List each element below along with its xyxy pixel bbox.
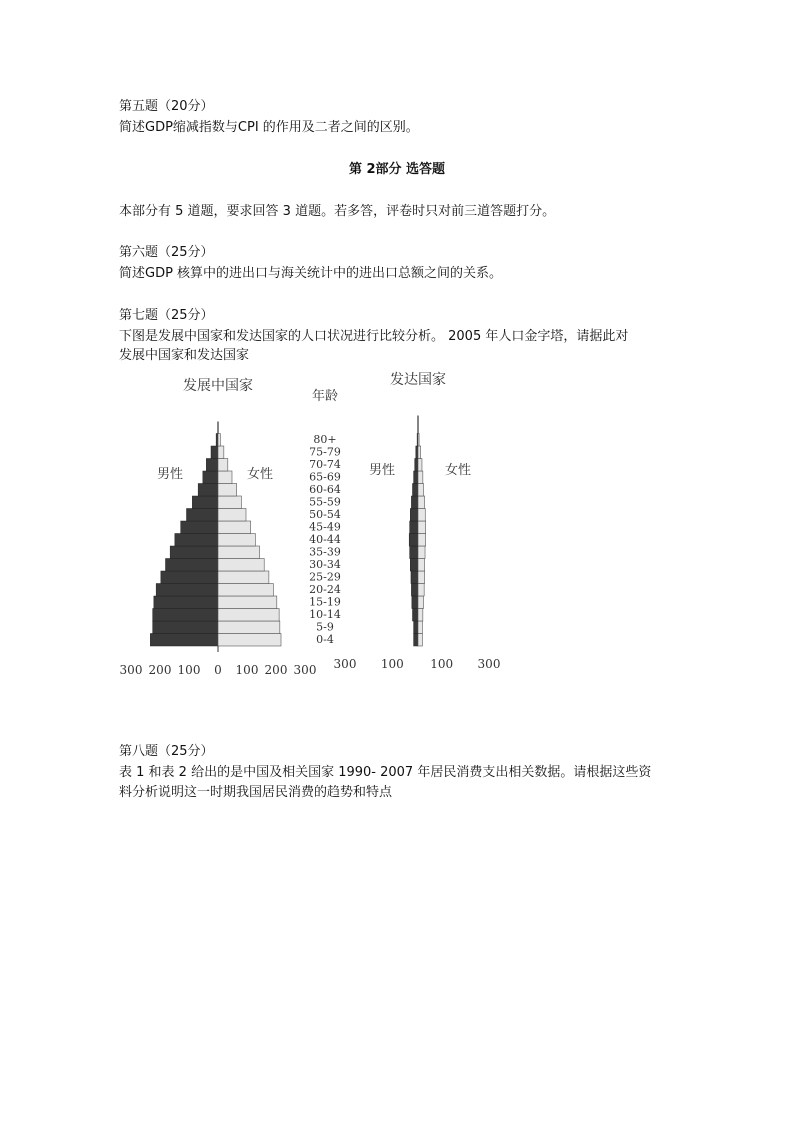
developed-female-bar-55-59: [418, 496, 425, 509]
developing-male-bar-5-9: [153, 621, 218, 634]
q8-text-line2: 料分析说明这一时期我国居民消费的趋势和特点: [119, 785, 393, 800]
developed-female-bar-80+: [418, 434, 419, 447]
developed-male-bar-40-44: [409, 534, 418, 547]
population-pyramid-svg: [120, 364, 520, 684]
developing-female-bar-30-34: [218, 559, 264, 572]
age-label-45-49: 45-49: [309, 520, 341, 534]
developed-male-label: 男性: [368, 463, 396, 478]
developed-male-bar-35-39: [410, 546, 418, 559]
developed-female-bar-50-54: [418, 509, 425, 522]
developed-female-bar-70-74: [418, 459, 422, 472]
developed-male-bar-60-64: [413, 484, 419, 497]
age-label-5-9: 5-9: [316, 620, 334, 634]
developing-female-bar-40-44: [218, 534, 255, 547]
developing-male-bar-20-24: [156, 584, 218, 597]
developed-male-bar-5-9: [414, 621, 418, 634]
developing-female-bar-50-54: [218, 509, 246, 522]
developing-female-bar-15-19: [218, 596, 277, 609]
developing-male-bar-15-19: [154, 596, 218, 609]
q7-heading: 第七题（25分）: [119, 308, 214, 323]
q7-text-line1: 下图是发展中国家和发达国家的人口状况进行比较分析。 2005 年人口金字塔，请据此对: [119, 329, 629, 344]
developed-x-tick-0: 300: [333, 657, 357, 671]
developed-female-bar-5-9: [418, 621, 422, 634]
developing-female-bar-75-79: [218, 446, 224, 459]
developing-x-tick-4: 100: [235, 663, 259, 677]
developed-female-label: 女性: [444, 463, 472, 478]
developed-x-tick-1: 100: [380, 657, 404, 671]
developing-female-bar-55-59: [218, 496, 241, 509]
age-label-55-59: 55-59: [309, 495, 341, 509]
developed-male-bar-70-74: [415, 459, 418, 472]
pyramid-title-developed: 发达国家: [390, 372, 446, 388]
developed-male-bar-15-19: [412, 596, 418, 609]
age-label-75-79: 75-79: [309, 445, 341, 459]
developed-male-bar-20-24: [411, 584, 418, 597]
developing-female-bar-10-14: [218, 609, 279, 622]
developing-male-bar-40-44: [175, 534, 218, 547]
developing-male-bar-60-64: [198, 484, 218, 497]
age-label-20-24: 20-24: [309, 583, 341, 596]
age-label-70-74: 70-74: [309, 458, 341, 471]
developing-female-bar-45-49: [218, 521, 251, 534]
developing-x-tick-1: 200: [148, 663, 172, 677]
developed-male-bar-25-29: [411, 571, 418, 584]
developing-female-bar-70-74: [218, 459, 228, 472]
age-label-40-44: 40-44: [309, 533, 341, 546]
developed-female-bar-40-44: [418, 534, 426, 547]
developing-male-bar-55-59: [192, 496, 218, 509]
developing-male-bar-70-74: [206, 459, 218, 472]
developing-x-tick-3: 0: [214, 663, 222, 677]
developing-male-bar-30-34: [166, 559, 219, 572]
part2-intro: 本部分有 5 道题，要求回答 3 道题。若多答，评卷时只对前三道答题打分。: [119, 204, 556, 219]
developed-female-bar-75-79: [418, 446, 421, 459]
developed-male-bar-75-79: [416, 446, 418, 459]
age-label-50-54: 50-54: [309, 508, 341, 521]
developing-male-bar-25-29: [161, 571, 218, 584]
developing-x-tick-0: 300: [120, 663, 143, 677]
developing-male-bar-10-14: [153, 609, 218, 622]
pyramid-title-developing: 发展中国家: [183, 378, 253, 394]
age-label-30-34: 30-34: [309, 558, 341, 571]
q6-heading: 第六题（25分）: [119, 245, 214, 260]
developed-female-bar-10-14: [418, 609, 423, 622]
developing-female-bar-5-9: [218, 621, 280, 634]
population-pyramid-figure: [120, 364, 520, 684]
developed-male-bar-10-14: [413, 609, 419, 622]
developed-female-bar-15-19: [418, 596, 424, 609]
developed-male-bar-45-49: [410, 521, 418, 534]
developing-female-bar-25-29: [218, 571, 269, 584]
age-label-0-4: 0-4: [316, 633, 334, 646]
developing-male-label: 男性: [156, 467, 184, 482]
developing-female-bar-80+: [218, 434, 220, 447]
developing-male-bar-50-54: [187, 509, 219, 522]
q7-text-line2: 发展中国家和发达国家: [119, 348, 250, 363]
q8-heading: 第八题（25分）: [119, 744, 214, 759]
q5-heading: 第五题（20分）: [119, 99, 214, 114]
developing-x-tick-6: 300: [293, 663, 317, 677]
q8-text-line1: 表 1 和表 2 给出的是中国及相关国家 1990- 2007 年居民消费支出相关数据。请根据这些资: [119, 765, 652, 780]
age-axis-title: 年龄: [311, 389, 339, 404]
developing-female-bar-0-4: [218, 634, 281, 647]
developing-male-bar-0-4: [150, 634, 218, 647]
q5-text: 简述GDP缩减指数与CPI 的作用及二者之间的区别。: [119, 120, 419, 135]
developed-x-tick-2: 100: [430, 657, 454, 671]
developed-male-bar-30-34: [410, 559, 418, 572]
developed-female-bar-25-29: [418, 571, 425, 584]
developed-female-bar-35-39: [418, 546, 425, 559]
developing-female-bar-65-69: [218, 471, 232, 484]
developing-male-bar-35-39: [170, 546, 218, 559]
developed-male-bar-65-69: [414, 471, 418, 484]
developing-female-bar-20-24: [218, 584, 273, 597]
developing-male-bar-45-49: [181, 521, 218, 534]
age-label-10-14: 10-14: [309, 608, 341, 621]
developed-male-bar-55-59: [411, 496, 418, 509]
age-label-65-69: 65-69: [309, 470, 341, 484]
age-label-15-19: 15-19: [309, 595, 341, 609]
developing-female-label: 女性: [246, 467, 274, 482]
age-label-60-64: 60-64: [309, 483, 341, 496]
developed-female-bar-0-4: [418, 634, 422, 647]
developing-male-bar-65-69: [203, 471, 218, 484]
developed-female-bar-60-64: [418, 484, 424, 497]
developing-male-bar-75-79: [211, 446, 218, 459]
developed-x-tick-3: 300: [477, 657, 501, 671]
developing-x-tick-2: 100: [177, 663, 201, 677]
developed-female-bar-30-34: [418, 559, 425, 572]
developed-female-bar-20-24: [418, 584, 424, 597]
developed-female-bar-45-49: [418, 521, 426, 534]
developing-female-bar-60-64: [218, 484, 237, 497]
q6-text: 简述GDP 核算中的进出口与海关统计中的进出口总额之间的关系。: [119, 266, 503, 281]
age-label-35-39: 35-39: [309, 545, 341, 559]
developing-x-tick-5: 200: [264, 663, 288, 677]
part2-title: 第 2部分 选答题: [348, 162, 446, 177]
developed-male-bar-50-54: [410, 509, 418, 522]
developed-female-bar-65-69: [418, 471, 423, 484]
age-label-25-29: 25-29: [309, 570, 341, 584]
developed-male-bar-0-4: [414, 634, 418, 647]
age-label-80+: 80+: [313, 433, 337, 446]
developing-female-bar-35-39: [218, 546, 260, 559]
